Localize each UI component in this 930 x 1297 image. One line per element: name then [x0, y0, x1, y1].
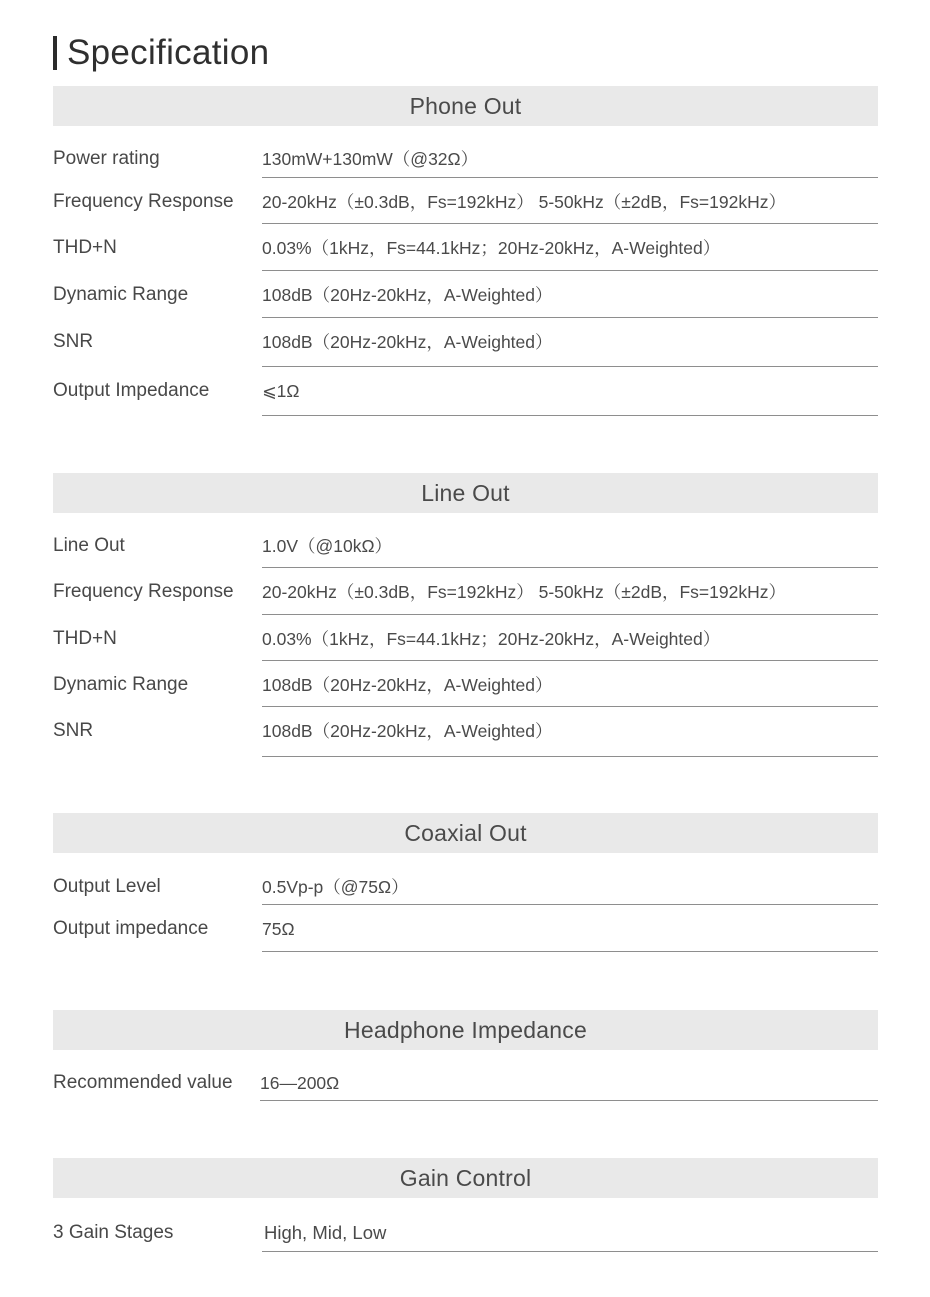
spec-label: SNR: [53, 331, 94, 352]
section-gain-control: [53, 1158, 878, 1243]
row-divider: [262, 1251, 878, 1252]
spec-label: SNR: [53, 720, 94, 741]
spec-value: ⩽1Ω: [262, 381, 300, 401]
spec-label: Dynamic Range: [53, 284, 189, 305]
section-header: Coaxial Out: [53, 813, 878, 853]
spec-value: 20-20kHz（±0.3dB，Fs=192kHz） 5-50kHz（±2dB，Fs=192kHz）: [262, 192, 786, 212]
section-header: Gain Control: [53, 1158, 878, 1198]
spec-row: [53, 1209, 878, 1252]
spec-value: 108dB（20Hz-20kHz，A-Weighted）: [262, 332, 553, 352]
spec-value: 130mW+130mW（@32Ω）: [262, 149, 479, 169]
spec-value: 108dB（20Hz-20kHz，A-Weighted）: [262, 285, 553, 305]
spec-label: Output Level: [53, 876, 161, 897]
spec-row: [53, 568, 878, 615]
spec-label: Dynamic Range: [53, 674, 189, 695]
row-divider: [262, 951, 878, 952]
page-title-block: [53, 33, 269, 73]
spec-label: 3 Gain Stages: [53, 1222, 174, 1243]
spec-row: [53, 615, 878, 661]
spec-label: Line Out: [53, 535, 125, 556]
spec-label: THD+N: [53, 628, 117, 649]
spec-value: 108dB（20Hz-20kHz，A-Weighted）: [262, 675, 553, 695]
title-accent-bar: [53, 36, 57, 70]
row-divider: [262, 415, 878, 416]
spec-row: [53, 661, 878, 707]
spec-value: 0.5Vp-p（@75Ω）: [262, 877, 409, 897]
spec-label: Recommended value: [53, 1072, 233, 1093]
spec-label: THD+N: [53, 237, 117, 258]
spec-value: 16—200Ω: [260, 1073, 340, 1093]
spec-row: [53, 707, 878, 757]
section-header: Line Out: [53, 473, 878, 513]
section-line-out: [53, 473, 878, 741]
spec-row: [53, 135, 878, 178]
spec-row: [53, 522, 878, 568]
section-coaxial-out: [53, 813, 878, 939]
spec-label: Power rating: [53, 148, 160, 169]
spec-value: 1.0V（@10kΩ）: [262, 536, 393, 556]
row-divider: [262, 756, 878, 757]
spec-label: Frequency Response: [53, 581, 234, 602]
spec-row: [53, 905, 878, 952]
spec-label: Output impedance: [53, 918, 209, 939]
spec-value: 20-20kHz（±0.3dB，Fs=192kHz） 5-50kHz（±2dB，Fs=192kHz）: [262, 582, 786, 602]
spec-value: 0.03%（1kHz，Fs=44.1kHz；20Hz-20kHz，A-Weighted）: [262, 238, 721, 258]
spec-label: Frequency Response: [53, 191, 234, 212]
page-title: Specification: [67, 33, 270, 72]
spec-value: 108dB（20Hz-20kHz，A-Weighted）: [262, 721, 553, 741]
spec-row: [53, 318, 878, 367]
spec-row: [53, 271, 878, 318]
spec-label: Output Impedance: [53, 380, 210, 401]
spec-row: [53, 178, 878, 224]
section-header: Headphone Impedance: [53, 1010, 878, 1050]
spec-value: 0.03%（1kHz，Fs=44.1kHz；20Hz-20kHz，A-Weighted）: [262, 629, 721, 649]
spec-row: [53, 224, 878, 271]
spec-value: 75Ω: [262, 919, 295, 939]
spec-row: [53, 1059, 878, 1101]
section-header: Phone Out: [53, 86, 878, 126]
spec-row: [53, 863, 878, 905]
row-divider: [260, 1100, 878, 1101]
section-phone-out: [53, 86, 878, 401]
section-headphone-impedance: [53, 1010, 878, 1093]
spec-value: High, Mid, Low: [264, 1222, 387, 1243]
spec-row: [53, 367, 878, 416]
